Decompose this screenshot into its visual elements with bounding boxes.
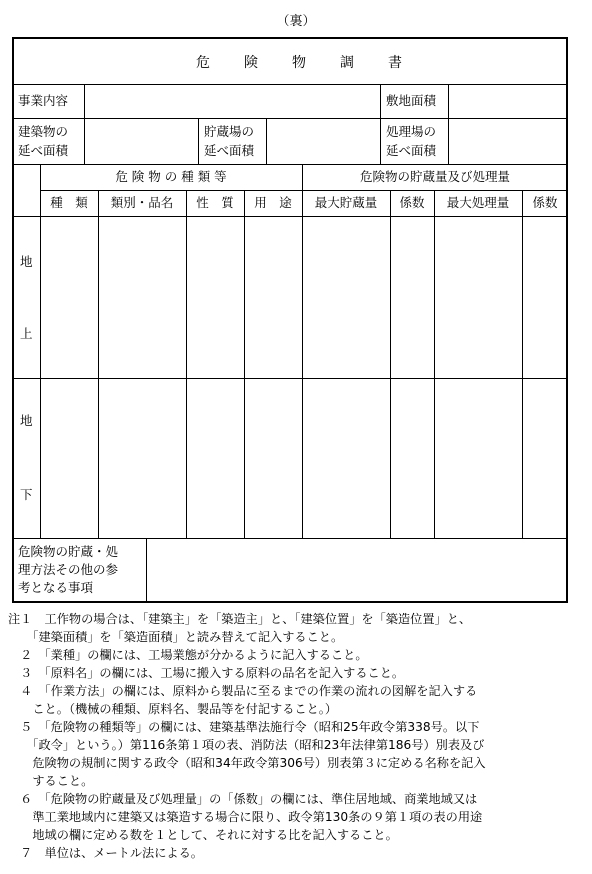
remarks-label-3: 考となる事項	[18, 580, 94, 595]
title-char: 物	[292, 55, 306, 71]
note-line: 準工業地域内に建築又は築造する場合に限り、政令第130条の９第１項の表の用途	[8, 810, 483, 824]
underground-label-2: 下	[20, 487, 33, 502]
rule-v	[146, 538, 147, 603]
rule-info2-bottom	[12, 164, 568, 165]
rule-v	[84, 84, 85, 118]
rule-v	[266, 118, 267, 164]
rule-v	[448, 84, 449, 164]
col-header-max-processing: 最大処理量	[446, 195, 510, 210]
col-header-coefficient: 係数	[399, 195, 425, 210]
underground-label-1: 地	[20, 413, 33, 428]
rule-v	[40, 164, 41, 538]
title-char: 険	[244, 55, 258, 71]
title-char: 書	[388, 55, 402, 71]
group-quantity-header: 危険物の貯蔵量及び処理量	[359, 169, 510, 184]
process-area-label-1: 処理場の	[386, 124, 437, 139]
group-kind-header: 危 険 物 の 種 類 等	[115, 169, 227, 184]
note-line: ３ 「原料名」の欄には、工場に搬入する原料の品名を記入すること。	[8, 666, 405, 680]
note-line: 「政令」という。）第116条第１項の表、消防法（昭和23年法律第186号）別表及び	[8, 738, 485, 752]
form-title	[196, 52, 402, 72]
rule-v	[380, 84, 381, 164]
storage-area-label-2: 延べ面積	[204, 143, 255, 158]
above-ground-label-2: 上	[20, 326, 33, 341]
process-area-label-2: 延べ面積	[386, 143, 437, 158]
rule-title-bottom	[12, 84, 568, 85]
storage-area-label-1: 貯蔵場の	[204, 124, 255, 139]
rule-under-bottom	[12, 538, 568, 539]
title-char: 危	[196, 55, 210, 71]
title-char: 調	[340, 55, 354, 71]
site-area-label: 敷地面積	[386, 93, 437, 108]
note-line: 地域の欄に定める数を１として、それに対する比を記入すること。	[8, 828, 398, 842]
col-header-use: 用 途	[254, 195, 292, 210]
note-line: ２ 「業種」の欄には、工場業態が分かるように記入すること。	[8, 648, 368, 662]
col-header-property: 性 質	[196, 195, 234, 210]
rule-v	[434, 190, 435, 538]
remarks-label-2: 理方法その他の参	[18, 562, 119, 577]
business-label: 事業内容	[18, 93, 69, 108]
bldg-area-label-2: 延べ面積	[18, 143, 69, 158]
rule-group-bottom	[40, 190, 568, 191]
rule-info1-bottom	[12, 118, 568, 119]
form-frame	[12, 37, 568, 603]
note-line: ４ 「作業方法」の欄には、原料から製品に至るまでの作業の流れの図解を記入する	[8, 684, 478, 698]
note-line: すること。	[8, 774, 94, 788]
rule-v	[84, 118, 85, 164]
rule-v	[522, 190, 523, 538]
note-line: 「建築面積」を「築造面積」と読み替えて記入すること。	[8, 630, 344, 644]
page-side-label: （裏）	[276, 14, 316, 29]
remarks-label-1: 危険物の貯蔵・処	[18, 544, 119, 559]
col-header-coefficient: 係数	[532, 195, 558, 210]
rule-v	[186, 190, 187, 538]
note-line: ５ 「危険物の種類等」の欄には、建築基準法施行令（昭和25年政令第338号。以下	[8, 720, 480, 734]
rule-colhead-bottom	[12, 216, 568, 217]
above-ground-label-1: 地	[20, 254, 33, 269]
note-line: ７ 単位は、メートル法による。	[8, 846, 203, 860]
col-header-max-storage: 最大貯蔵量	[314, 195, 378, 210]
note-line: こと。（機械の種類、原料名、製品等を付記すること。）	[8, 702, 338, 716]
rule-above-bottom	[12, 378, 568, 379]
rule-v	[98, 190, 99, 538]
note-line: 危険物の規制に関する政令（昭和34年政令第306号）別表第３に定める名称を記入	[8, 756, 486, 770]
rule-v	[390, 190, 391, 538]
note-line: 注１ 工作物の場合は、「建築主」を「築造主」と、「建築位置」を「築造位置」と、	[8, 612, 472, 626]
col-header-item-name: 類別・品名	[110, 195, 174, 210]
col-header-kind: 種 類	[50, 195, 88, 210]
rule-v	[302, 164, 303, 538]
note-line: ６ 「危険物の貯蔵量及び処理量」の「係数」の欄には、準住居地域、商業地域又は	[8, 792, 478, 806]
rule-v	[244, 190, 245, 538]
rule-v	[198, 118, 199, 164]
bldg-area-label-1: 建築物の	[18, 124, 69, 139]
